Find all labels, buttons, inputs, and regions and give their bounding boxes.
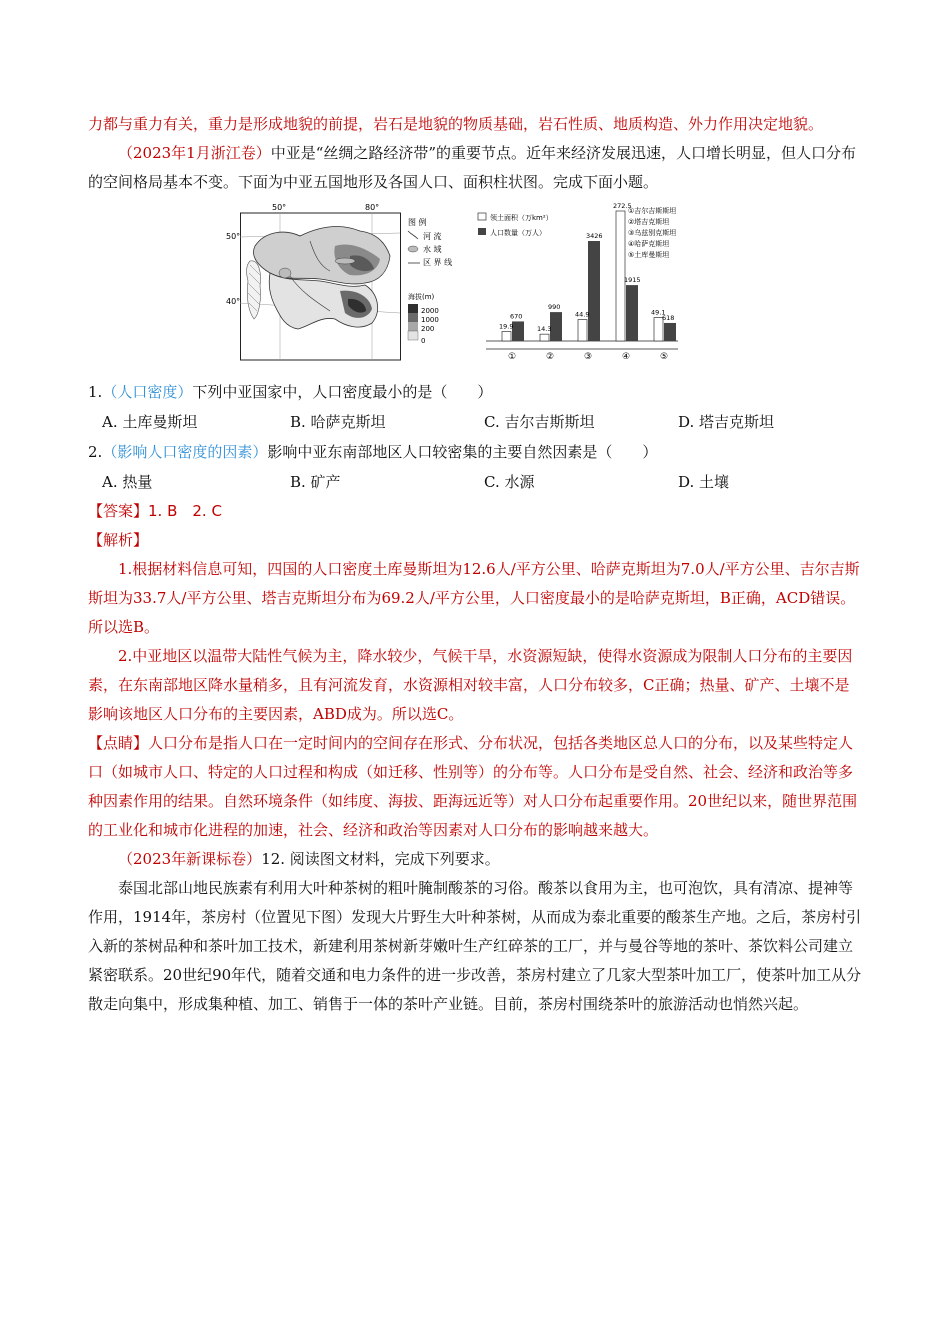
elevation-title: 海拔(m) [408,293,435,301]
q1-option-d[interactable]: D. 塔吉克斯坦 [678,413,775,431]
balkhash-lake [335,258,355,264]
bar-area-label: 19.9 [499,322,514,331]
elev-0: 0 [421,337,426,345]
q2-option-c[interactable]: C. 水源 [484,473,535,491]
bar-area [502,332,511,341]
bar-population-label: 3426 [586,232,603,240]
legend-water: 水 域 [423,245,442,254]
legend-boundary: 区 界 线 [423,258,453,267]
q1-number: 1. [88,383,103,401]
category-label: ④ [622,352,631,362]
category-label: ⑤ [660,352,669,362]
legend-population: 人口数量（万人） [490,229,546,237]
elev-200: 200 [421,325,435,333]
question-2 [88,437,863,467]
dianjing-note [88,729,863,845]
q2-option-a[interactable]: A. 热量 [102,473,153,491]
question-12-heading [88,845,863,874]
intro-text: 中亚是“丝绸之路经济带”的重要节点。近年来经济发展迅速，人口增长明显，但人口分布的空间格局基本不变。下面为中亚五国地形及各国人口、面积柱状图。完成下面小题。 [88,144,857,191]
country-legend-item: ①吉尔吉斯斯坦 [628,207,677,215]
lon-label-50: 50° [272,203,287,212]
q1-options [88,407,863,437]
q1-text: 下列中亚国家中，人口密度最小的是（ ） [192,383,493,401]
category-label: ② [546,352,555,362]
bar-area [540,334,549,341]
material-paragraph: 泰国北部山地民族素有利用大叶种茶树的粗叶腌制酸茶的习俗。酸茶以食用为主，也可泡饮，具有清凉、提神等作用，1914年，茶房村（位置见下图）发现大片野生大叶种茶树，从而成为泰北重要的酸茶生产地。之后，茶房村引入新的茶树品种和茶叶加工技术，新建利用茶树新芽嫩叶生产红碎茶的工厂，并与曼谷等地的茶叶、茶饮料公司建立紧密联系。20世纪90年代，随着交通和电力条件的进一步改善，茶房村建立了几家大型茶叶加工厂，使茶叶加工从分散走向集中，形成集种植、加工、销售于一体的茶叶产业链。目前，茶房村围绕茶叶的旅游活动也悄然兴起。 [88,879,862,1013]
bar-population-label: 990 [548,303,561,312]
previous-answer-tail: 力都与重力有关，重力是形成地貌的前提，岩石是地貌的物质基础，岩石性质、地质构造、外力作用决定地貌。 [88,115,824,133]
bar-population-label: 618 [662,313,675,322]
document-page [88,110,863,1019]
q1-option-b[interactable]: B. 哈萨克斯坦 [290,413,386,431]
country-legend-item: ②塔吉克斯坦 [628,218,670,226]
dianjing-label: 【点睛】 [88,734,149,752]
legend-area: 领土面积（万km²） [490,214,553,222]
lat-label-40: 40° [226,297,241,306]
answer-text: 1. B 2. C [148,502,222,520]
q2-option-d[interactable]: D. 土壤 [678,473,730,491]
lat-label-50: 50° [226,232,241,241]
figure-central-asia [88,201,863,373]
q1-option-c[interactable]: C. 吉尔吉斯斯坦 [484,413,595,431]
answer-label: 【答案】 [88,502,149,520]
question-intro [88,139,863,197]
bar-population [626,285,638,341]
q2-tag: （影响人口密度的因素） [102,443,268,461]
country-legend-item: ⑤土库曼斯坦 [628,251,670,259]
country-legend-item: ④哈萨克斯坦 [628,240,670,248]
terrain-map [226,201,505,361]
answer-line [88,497,863,526]
q12-source: （2023年新课标卷） [118,850,262,868]
category-label: ① [508,352,517,362]
category-label: ③ [584,352,593,362]
elev-1000: 1000 [421,316,439,324]
question-1 [88,377,863,407]
population-area-bar-chart [478,201,728,365]
bar-area-label: 14.3 [537,325,552,334]
dianjing-text: 人口分布是指人口在一定时间内的空间存在形式、分布状况，包括各类地区总人口的分布，以及某些特定人口（如城市人口、特定的人口过程和构成（如迁移、性别等）的分布等。人口分布是受自然、社会、经济和政治等多种因素作用的结果。自然环境条件（如纬度、海拔、距海远近等）对人口分布起重要作用。20世纪以来，随世界范围的工业化和城市化进程的加速，社会、经济和政治等因素对人口分布的影响越来越大。 [88,734,858,839]
bar-area-label: 272.5 [613,202,632,210]
bar-area [578,320,587,341]
analysis-1: 1.根据材料信息可知，四国的人口密度土库曼斯坦为12.6人/平方公里、哈萨克斯坦为7.0人/平方公里、吉尔吉斯斯坦为33.7人/平方公里、塔吉克斯坦分布为69.2人/平方公里，人口密度最小的是哈萨克斯坦，B正确，ACD错误。所以选B。 [88,560,860,636]
q1-option-a[interactable]: A. 土库曼斯坦 [102,413,198,431]
elev-2000: 2000 [421,307,439,315]
bar-population-label: 1915 [624,276,641,285]
aral-sea [279,268,291,278]
q2-option-b[interactable]: B. 矿产 [290,473,341,491]
q2-text: 影响中亚东南部地区人口较密集的主要自然因素是（ ） [267,443,658,461]
q2-number: 2. [88,443,103,461]
bar-population [664,323,676,341]
intro-source: （2023年1月浙江卷） [118,144,271,162]
lon-label-80: 80° [365,203,380,212]
q2-options [88,467,863,497]
analysis-2: 2.中亚地区以温带大陆性气候为主，降水较少，气候干旱，水资源短缺，使得水资源成为限制人口分布的主要因素，在东南部地区降水量稍多，且有河流发育，水资源相对较丰富，人口分布较多，C正确；热量、矿产、土壤不是影响该地区人口分布的主要因素，ABD成为。所以选C。 [88,647,853,723]
q1-tag: （人口密度） [102,383,193,401]
country-legend-item: ③乌兹别克斯坦 [628,229,677,237]
bar-population-label: 670 [510,312,523,321]
map-legend-title: 图 例 [408,218,427,227]
bar-area-label: 49.1 [651,308,666,317]
analysis-label: 【解析】 [88,531,149,549]
q12-text: 12. 阅读图文材料，完成下列要求。 [261,850,500,868]
bar-population [588,241,600,341]
bar-area-label: 44.9 [575,310,590,319]
legend-river: 河 流 [423,232,442,241]
bar-population [512,321,524,341]
bar-population [550,312,562,341]
